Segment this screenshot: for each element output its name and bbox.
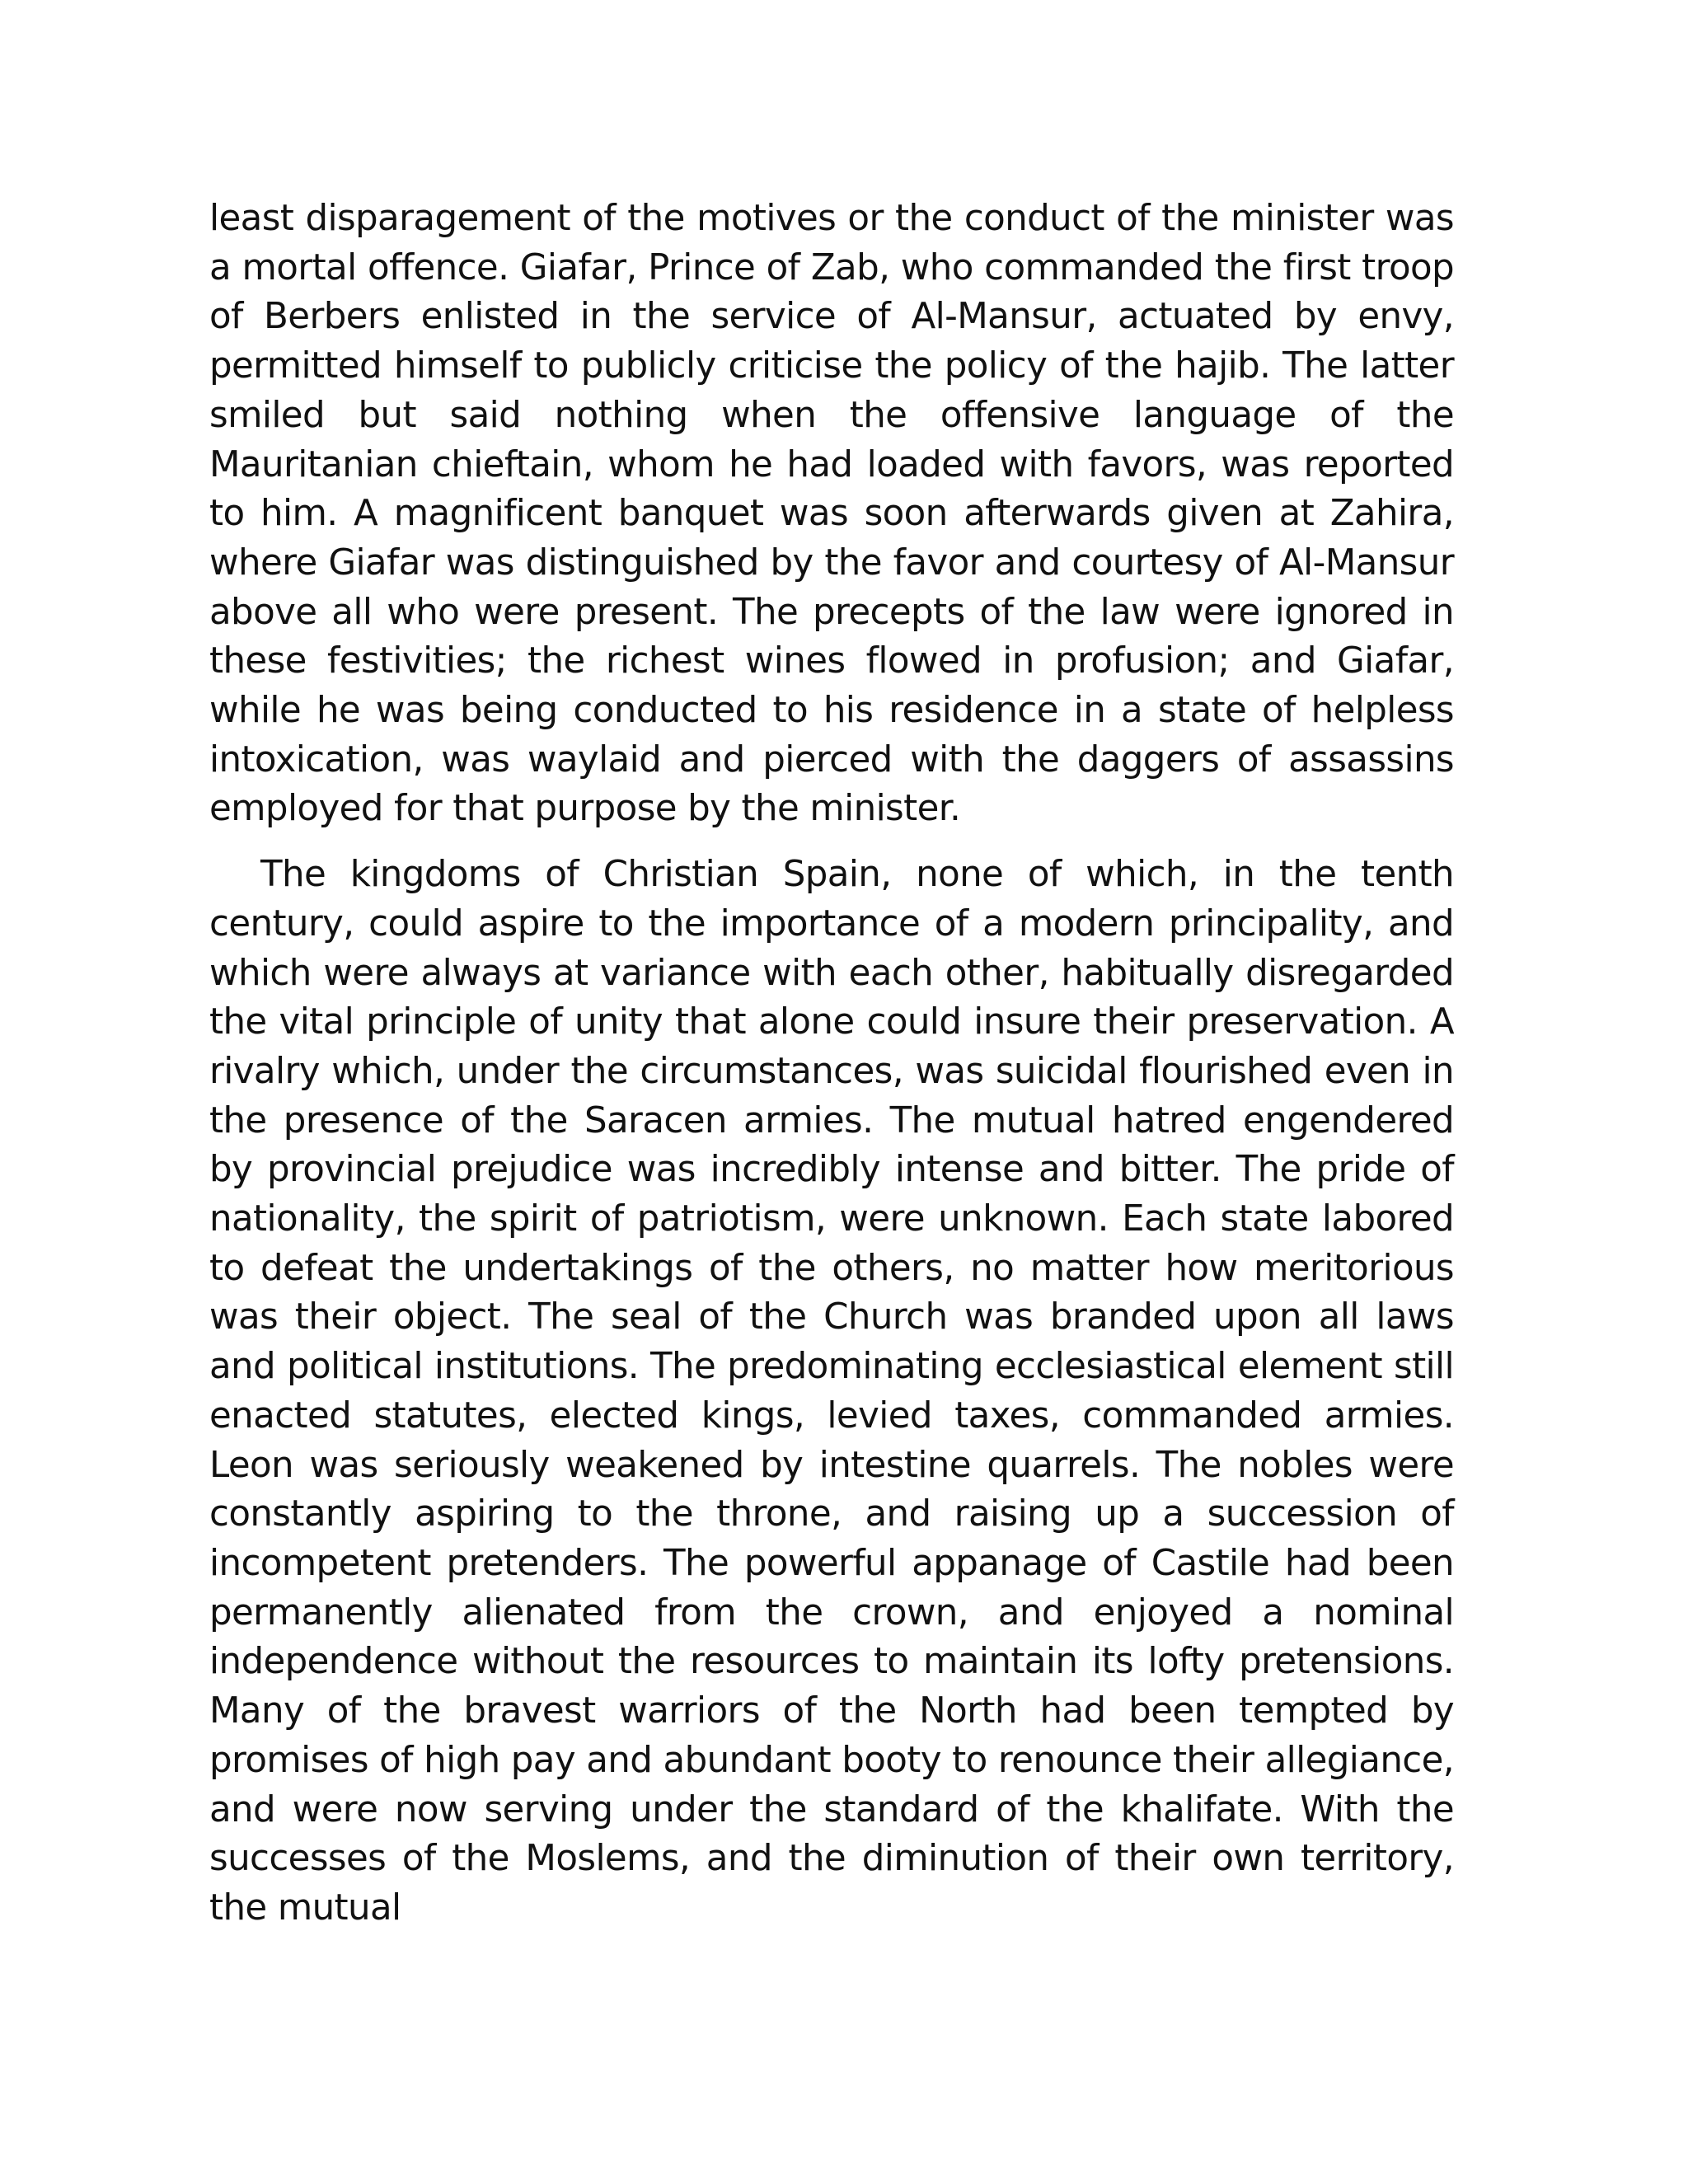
paragraph-1: least disparagement of the motives or the conduct of the minister was a mortal offence. Giafar, Prince of Zab, who commanded the first troop of Berbers enlisted in the service of Al-Mansur, actuated by envy, permitted himself to publicly criticise the policy of the hajib. The latter smiled but said nothing when the offensive language of the Mauritanian chieftain, whom he had loaded with favors, was reported to him. A magnificent banquet was soon afterwards given at Zahira, where Giafar was distinguished by the favor and courtesy of Al-Mansur above all who were present. The precepts of the law were ignored in these festivities; the richest wines flowed in profusion; and Giafar, while he was being conducted to his residence in a state of helpless intoxication, was waylaid and pierced with the daggers of assassins employed for that purpose by the minister.: [209, 198, 1454, 830]
page-body: [209, 194, 1454, 1933]
paragraph-2: The kingdoms of Christian Spain, none of which, in the tenth century, could aspire to the importance of a modern principality, and which were always at variance with each other, habitually disregarded the vital principle of unity that alone could insure their preservation. A rivalry which, under the circumstances, was suicidal flourished even in the presence of the Saracen armies. The mutual hatred engendered by provincial prejudice was incredibly intense and bitter. The pride of nationality, the spirit of patriotism, were unknown. Each state labored to defeat the undertakings of the others, no matter how meritorious was their object. The seal of the Church was branded upon all laws and political institutions. The predominating ecclesiastical element still enacted statutes, elected kings, levied taxes, commanded armies. Leon was seriously weakened by intestine quarrels. The nobles were constantly aspiring to the throne, and raising up a succession of incompetent pretenders. The powerful appanage of Castile had been permanently alienated from the crown, and enjoyed a nominal independence without the resources to maintain its lofty pretensions. Many of the bravest warriors of the North had been tempted by promises of high pay and abundant booty to renounce their allegiance, and were now serving under the standard of the khalifate. With the successes of the Moslems, and the diminution of their own territory, the mutual: [209, 854, 1454, 1929]
